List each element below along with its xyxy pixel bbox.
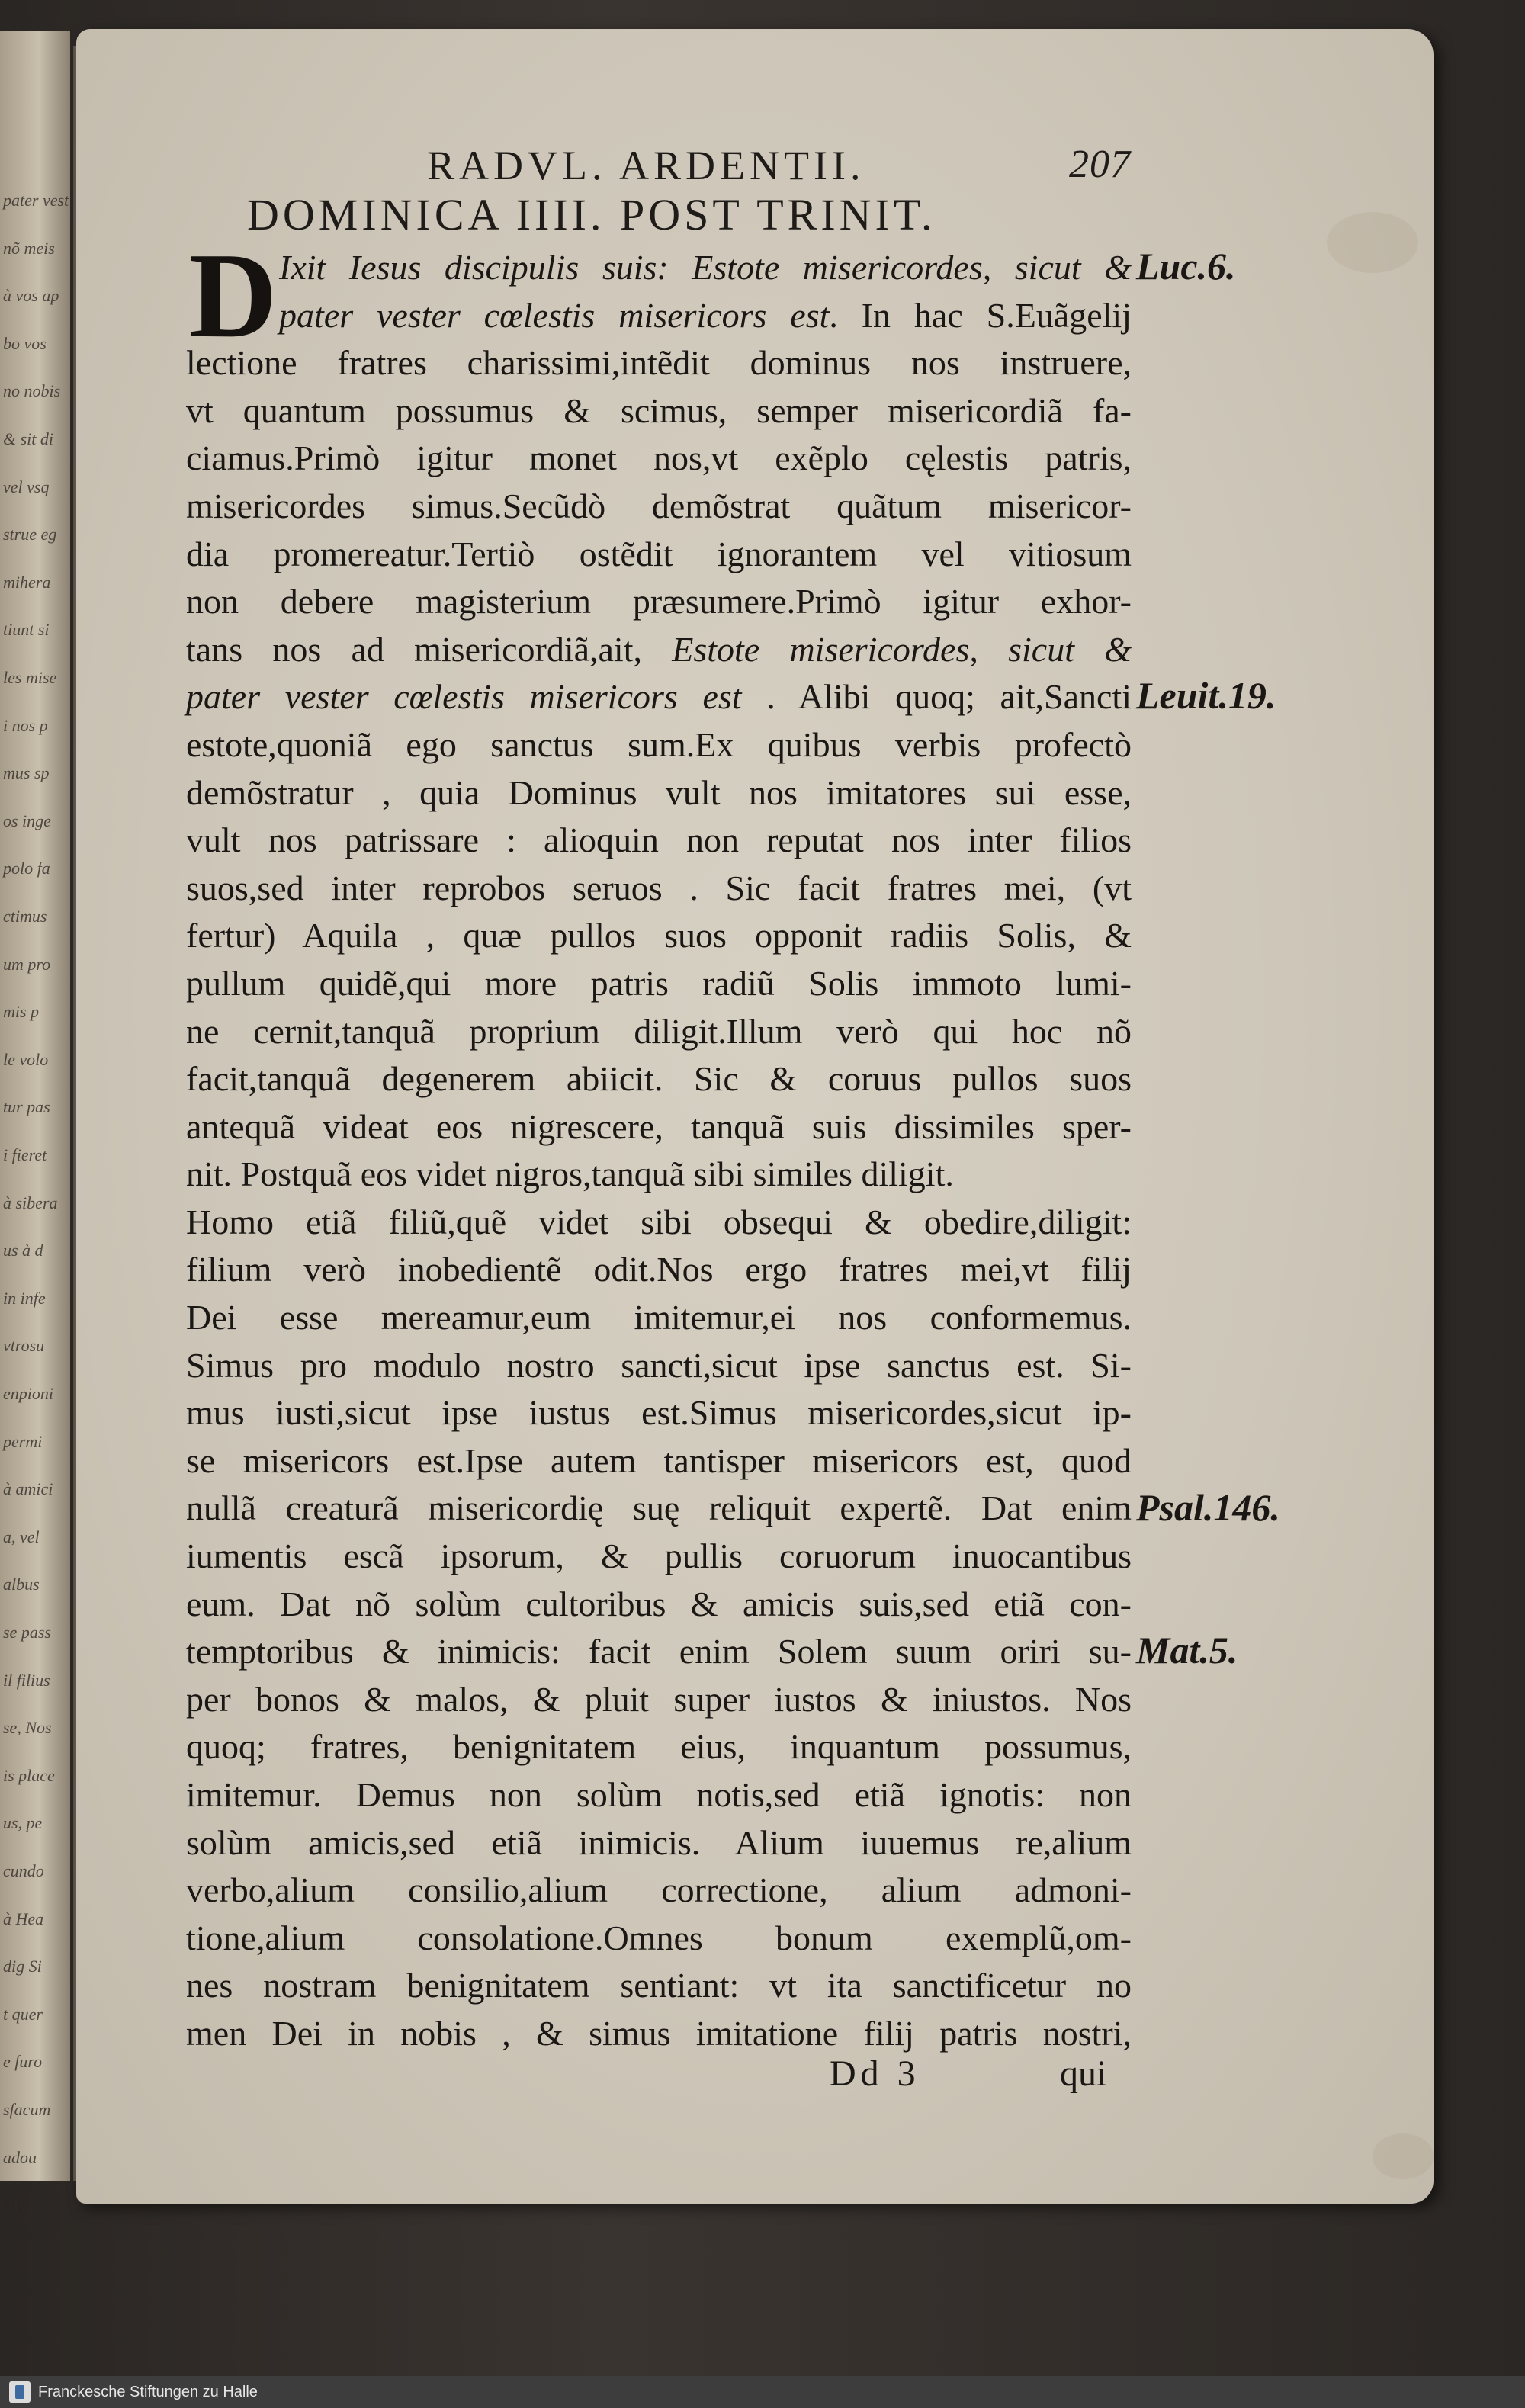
paper-stain [1327,212,1418,273]
text-segment: . In hac S.Euãgelij [829,295,1132,335]
running-head-title: RADVL. ARDENTII. [427,143,865,188]
text-segment: antequã videat eos nigrescere, tanquã suis dissimiles sper- [186,1106,1132,1146]
text-line [186,1962,1132,2010]
facing-page-text-fragment: os inge [3,811,51,830]
facing-page-text-fragment: vtrosu [3,1336,45,1356]
footer-credit: Franckesche Stiftungen zu Halle [38,2383,258,2400]
margin-citation: Psal.146. [1136,1485,1280,1529]
facing-page-text-fragment: mus sp [3,763,50,783]
text-segment: temptoribus & inimicis: facit enim Solem suum oriri su- [186,1632,1132,1671]
text-line [186,721,1132,769]
facing-page-text-fragment: à Hea [3,1909,44,1928]
text-line [186,292,1132,340]
text-line [186,1103,1132,1151]
text-segment: Dei esse mereamur,eum imitemur,ei nos conformemus. [186,1298,1132,1337]
facing-page-text-fragment: se, Nos [3,1718,52,1738]
italic-text-segment: Ixit Iesus discipulis suis: Estote misericordes, sicut & [279,248,1132,287]
facing-page-text-fragment: polo fa [3,859,50,878]
paper-stain [1372,2133,1434,2179]
text-line [186,1199,1132,1247]
text-line [186,1055,1132,1103]
text-segment: nullã creaturã misericordię suę reliquit expertẽ. Dat enim [186,1488,1132,1528]
facing-page-text-fragment: i fieret [3,1145,47,1164]
margin-citation: Luc.6. [1136,245,1236,287]
facing-page-text-fragment: um pro [3,954,51,974]
text-line [186,578,1132,626]
facing-page-text-fragment: permi [3,1431,43,1451]
text-segment: Homo etiã filiũ,quẽ videt sibi obsequi & obedire,diligit: [186,1202,1132,1241]
text-line [186,339,1132,387]
facing-page-text-fragment: a, vel [3,1527,40,1546]
text-segment: iumentis escã ipsorum, & pullis coruorum inuocantibus [186,1536,1132,1576]
facing-page-text-fragment: le volo [3,1049,49,1069]
facing-page-text-fragment: e furo [3,2052,43,2072]
text-segment: estote,quoniã ego sanctus sum.Ex quibus verbis profectò [186,724,1132,764]
text-line [186,1723,1132,1771]
facing-page-text-fragment: ctimus [3,907,47,926]
text-line [186,960,1132,1008]
text-segment: per bonos & malos, & pluit super iustos & iniustos. Nos [186,1679,1132,1719]
text-segment: nit. Postquã eos videt nigros,tanquã sibi similes diligit. [186,1154,954,1194]
text-line [186,1485,1132,1533]
text-line [186,244,1132,292]
facing-page-text-fragment: DV [3,2195,26,2215]
text-segment: suos,sed inter reprobos seruos . Sic facit fratres mei, (vt [186,868,1132,907]
text-line [186,1771,1132,1819]
facing-page-text-fragment: pater vest [3,191,69,210]
section-title: DOMINICA IIII. POST TRINIT. [247,190,936,239]
text-segment: pullum quidẽ,qui more patris radiũ Solis immoto lumi- [186,963,1132,1003]
text-line [186,769,1132,817]
text-segment: lectione fratres charissimi,intẽdit dominus nos instruere, [186,343,1132,383]
body-text [186,227,1132,2058]
text-segment: dia promereatur.Tertiò ostẽdit ignorantem vel vitiosum [186,534,1132,573]
text-segment: mus iusti,sicut ipse iustus est.Simus misericordes,sicut ip- [186,1393,1132,1433]
text-line [186,1581,1132,1629]
italic-text-segment: pater vester cœlestis misericors est [186,677,742,717]
facing-page-text-fragment: us, pe [3,1813,43,1833]
text-segment: se misericors est.Ipse autem tantisper misericors est, quod [186,1440,1132,1480]
facing-page-text-fragment: t quer [3,2004,43,2024]
text-line [186,1151,1132,1199]
facing-page-text-fragment: nõ meis [3,238,55,258]
text-segment: tione,alium consolatione.Omnes bonum exemplũ,om- [186,1918,1132,1957]
facing-page-text-fragment: à vos ap [3,286,59,306]
text-line [186,483,1132,531]
facing-page-text-fragment: à sibera [3,1193,58,1212]
text-line [186,1819,1132,1867]
text-segment: men Dei in nobis , & simus imitatione filij patris nostri, [186,2013,1132,2053]
text-line [186,817,1132,865]
facing-page-text-fragment: enpioni [3,1384,53,1403]
text-segment: quoq; fratres, benignitatem eius, inquantum possumus, [186,1727,1132,1767]
text-line [186,1342,1132,1390]
text-segment: verbo,alium consilio,alium correctione, alium admoni- [186,1870,1132,1910]
text-line [186,1915,1132,1963]
text-segment: misericordes simus.Secũdò demõstrat quãtum misericor- [186,486,1132,525]
margin-citation: Leuit.19. [1136,674,1276,718]
italic-text-segment: pater vester cœlestis misericors est [279,295,830,335]
facing-page-text-fragment: il filius [3,1670,50,1690]
text-line [186,1246,1132,1294]
catchword: qui [1060,2053,1107,2094]
text-line [186,1628,1132,1676]
text-line [186,1008,1132,1056]
text-line [186,673,1132,721]
text-segment: non debere magisterium præsumere.Primò igitur exhor- [186,582,1132,621]
facing-page-text-fragment: us à d [3,1241,43,1260]
facing-page-text-fragment: adou [3,2147,37,2167]
text-segment: . Alibi quoq; ait,Sancti [741,677,1132,717]
text-segment: facit,tanquã degenerem abiicit. Sic & coruus pullos suos [186,1059,1132,1099]
facing-page-text-fragment: mis p [3,1002,40,1022]
facing-page-text-fragment: vel vsq [3,477,50,496]
text-segment: Simus pro modulo nostro sancti,sicut ipse sanctus est. Si- [186,1345,1132,1385]
page-number: 207 [1069,143,1131,186]
facing-page-text-fragment: no nobis [3,381,61,401]
facing-page-text-fragment: mihera [3,572,51,592]
facing-page-text-fragment: bo vos [3,333,47,353]
signature-mark: Dd 3 [830,2053,920,2094]
text-line [186,387,1132,435]
text-segment: vult nos patrissare : alioquin non reputat nos inter filios [186,820,1132,860]
facing-page-text-fragment: à amici [3,1479,53,1499]
margin-citation: Mat.5. [1136,1629,1238,1672]
text-segment: tans nos ad misericordiã,ait, [186,629,673,669]
text-line [186,626,1132,674]
facing-page-text-fragment: is place [3,1765,55,1785]
text-line [186,1294,1132,1342]
text-segment: eum. Dat nõ solùm cultoribus & amicis suis,sed etiã con- [186,1584,1132,1623]
text-line [186,1867,1132,1915]
text-line [186,1676,1132,1724]
facing-page-text-fragment: se pass [3,1623,51,1642]
text-segment: solùm amicis,sed etiã inimicis. Alium iuuemus re,alium [186,1822,1132,1862]
footer-bar [0,2376,1525,2408]
facing-page-text-fragment: cundo [3,1861,44,1880]
text-line [186,2010,1132,2058]
text-segment: filium verò inobedientẽ odit.Nos ergo fratres mei,vt filij [186,1250,1132,1289]
text-segment: imitemur. Demus non solùm notis,sed etiã ignotis: non [186,1775,1132,1814]
facing-page-text-fragment: strue eg [3,525,57,544]
text-line [186,1533,1132,1581]
text-segment: demõstratur , quia Dominus vult nos imitatores sui esse, [186,772,1132,812]
text-segment: fertur) Aquila , quæ pullos suos opponit radiis Solis, & [186,916,1132,955]
institution-logo-icon [9,2381,30,2403]
text-line [186,531,1132,579]
facing-page-text-fragment: dig Si [3,1957,42,1976]
text-segment: ciamus.Primò igitur monet nos,vt exẽplo cęlestis patris, [186,438,1132,478]
italic-text-segment: Estote misericordes, sicut & [672,629,1132,669]
text-line [186,865,1132,913]
facing-page-edge [0,31,70,2215]
text-segment: vt quantum possumus & scimus, semper misericordiã fa- [186,390,1132,430]
drop-cap-initial: D [189,227,278,363]
facing-page-text-fragment: & sit di [3,429,54,448]
facing-page-text-fragment: tur pas [3,1097,50,1117]
facing-page-text-fragment: sfacum [3,2100,51,2119]
facing-page-text-fragment: in infe [3,1288,46,1308]
facing-page-text-fragment: tiunt si [3,620,50,640]
facing-page-text-fragment: i nos p [3,715,48,735]
facing-page-text-fragment: albus [3,1575,40,1594]
text-line [186,1389,1132,1437]
text-line [186,912,1132,960]
text-line [186,1437,1132,1485]
text-line [186,435,1132,483]
text-segment: ne cernit,tanquã proprium diligit.Illum verò qui hoc nõ [186,1011,1132,1051]
text-segment: nes nostram benignitatem sentiant: vt ita sanctificetur no [186,1966,1132,2005]
facing-page-text-fragment: les mise [3,668,57,687]
